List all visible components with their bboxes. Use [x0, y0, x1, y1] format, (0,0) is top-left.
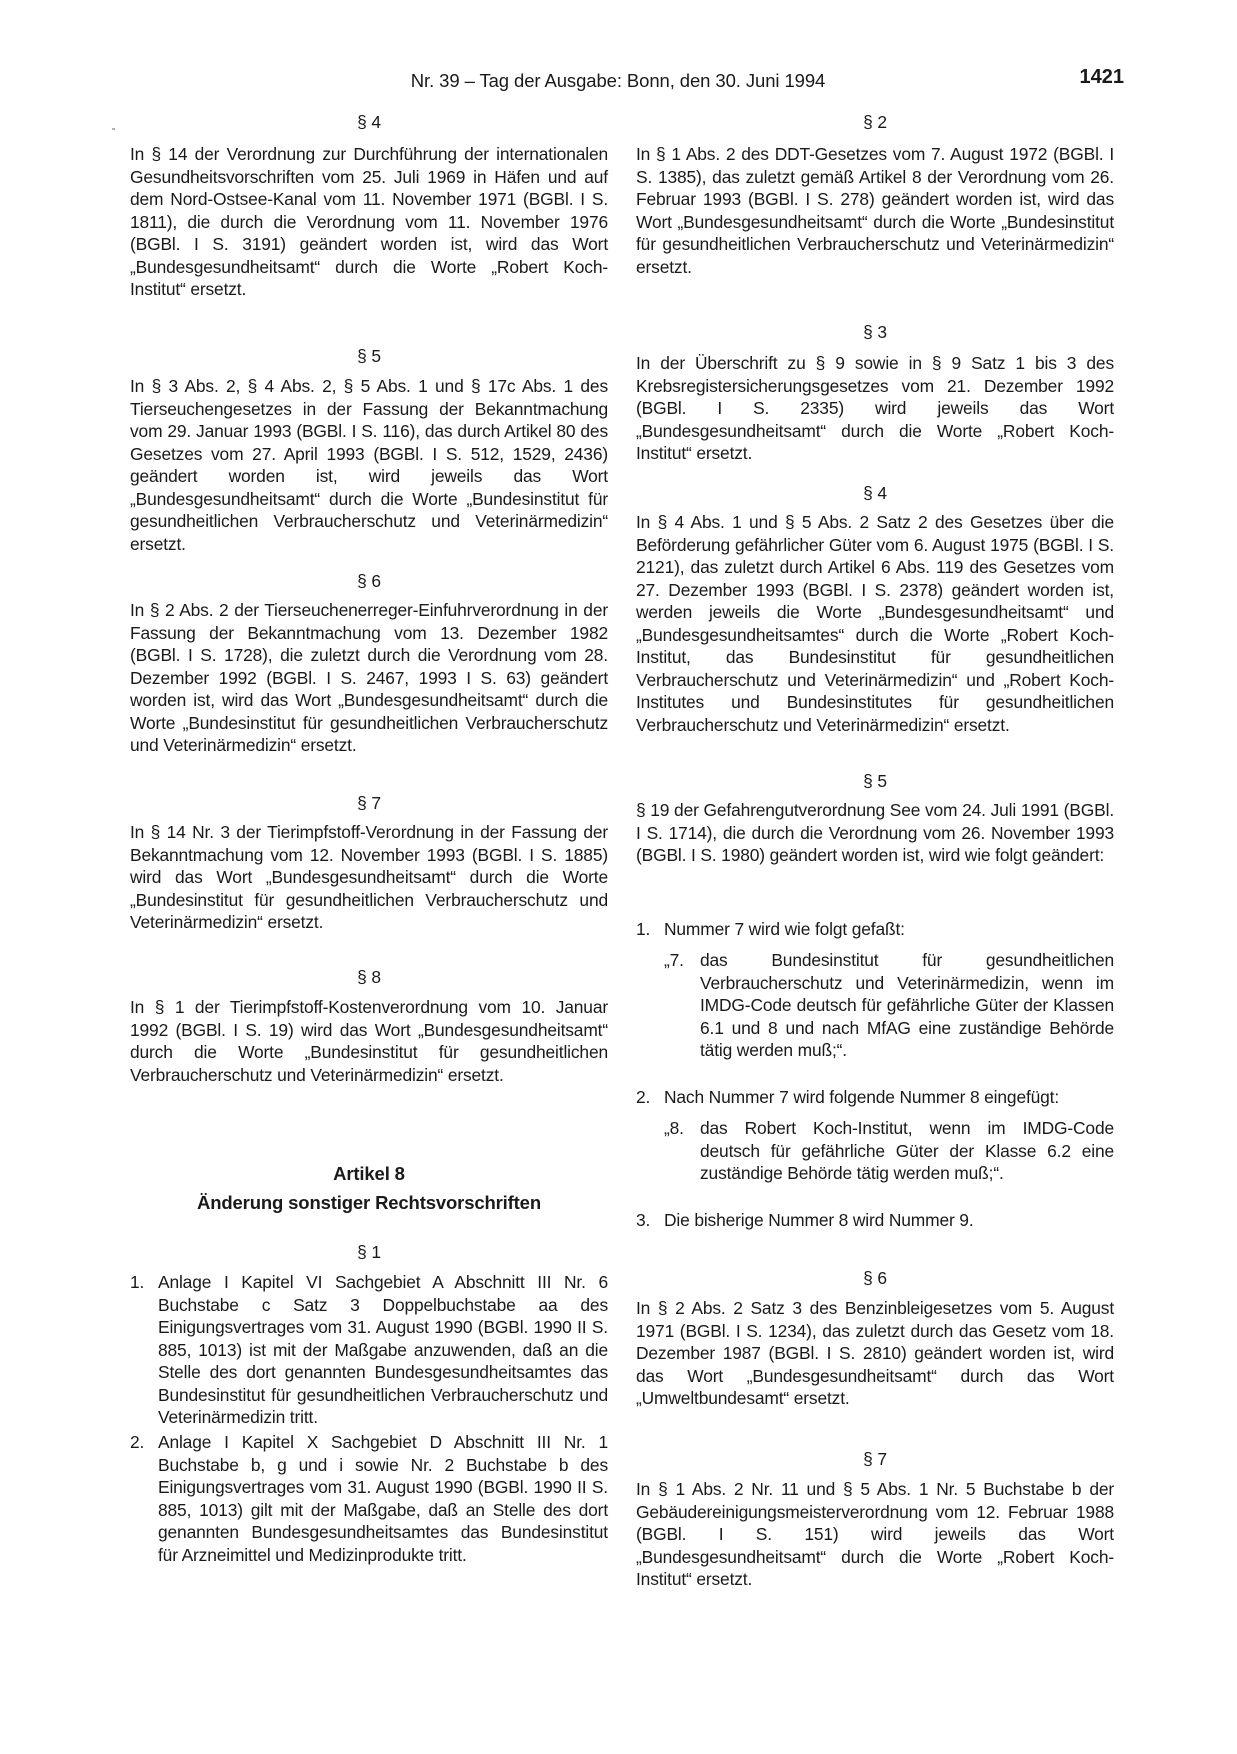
section-paragraph: In § 1 Abs. 2 Nr. 11 und § 5 Abs. 1 Nr. 5 Buchstabe b der Gebäudereinigungsmeisterverordnung vom 12. Februar 1988 (BGBl. I S. 151) wird jeweils das Wort „Bundesgesundheitsamt“ durch die Worte „Robert Koch-Institut“ ersetzt.: [636, 1479, 1114, 1589]
quoted-item-number: „7.: [664, 950, 684, 970]
list-item-text: Nummer 7 wird wie folgt gefaßt:: [664, 919, 905, 939]
list-item-text: Die bisherige Nummer 8 wird Nummer 9.: [664, 1210, 974, 1230]
section-title: § 3: [863, 322, 887, 342]
section-title: § 5: [357, 346, 381, 366]
quoted-item-number: „8.: [664, 1118, 684, 1138]
margin-mark: [112, 128, 115, 130]
list-item-number: 2.: [636, 1087, 651, 1107]
section-title: § 1: [357, 1242, 381, 1262]
list-item-number: 3.: [636, 1210, 651, 1230]
section-paragraph: In § 4 Abs. 1 und § 5 Abs. 2 Satz 2 des Gesetzes über die Beförderung gefährlicher Güter vom 6. August 1975 (BGBl. I S. 2121), das zuletzt durch Artikel 6 Abs. 119 des Gesetzes vom 27. Dezember 1993 (BGBl. I S. 2378) geändert worden ist, werden jeweils die Worte „Bundesgesundheitsamt“ und „Bundesgesundheitsamtes“ durch die Worte „Robert Koch-Institut, das Bundesinstitut für gesundheitlichen Verbraucherschutz und Veterinärmedizin“ und „Robert Koch-Institutes und Bundesinstitutes für gesundheitlichen Verbraucherschutz und Veterinärmedizin“ ersetzt.: [636, 512, 1114, 735]
section-title: § 6: [357, 571, 381, 591]
section-paragraph: In § 2 Abs. 2 der Tierseuchenerreger-Einfuhrverordnung in der Fassung der Bekanntmachung vom 13. Dezember 1982 (BGBl. I S. 1728), die zuletzt durch die Verordnung vom 28. Dezember 1992 (BGBl. I S. 2467, 1993 I S. 63) geändert worden ist, wird das Wort „Bundesgesundheitsamt“ durch die Worte „Bundesinstitut für gesundheitlichen Verbraucherschutz und Veterinärmedizin“ ersetzt.: [130, 600, 608, 755]
section-title: § 8: [357, 967, 381, 987]
section-paragraph: In § 1 Abs. 2 des DDT-Gesetzes vom 7. August 1972 (BGBl. I S. 1385), das zuletzt gemäß Artikel 8 der Verordnung vom 26. Februar 1993 (BGBl. I S. 278) geändert worden ist, wird das Wort „Bundesgesundheitsamt“ durch die Worte „Bundesinstitut für gesundheitlichen Verbraucherschutz und Veterinärmedizin“ ersetzt.: [636, 144, 1114, 277]
section-title: § 4: [863, 483, 887, 503]
section-title: § 6: [863, 1268, 887, 1288]
section-paragraph: In der Überschrift zu § 9 sowie in § 9 Satz 1 bis 3 des Krebsregistersicherungsgesetzes vom 21. Dezember 1992 (BGBl. I S. 2335) wird jeweils das Wort „Bundesgesundheitsamt“ durch die Worte „Robert Koch-Institut“ ersetzt.: [636, 353, 1114, 463]
section-paragraph: In § 14 Nr. 3 der Tierimpfstoff-Verordnung in der Fassung der Bekanntmachung vom 12. November 1993 (BGBl. I S. 1885) wird das Wort „Bundesgesundheitsamt“ durch die Worte „Bundesinstitut für gesundheitlichen Verbraucherschutz und Veterinärmedizin“ ersetzt.: [130, 822, 608, 932]
list-item-text: Anlage I Kapitel VI Sachgebiet A Abschnitt III Nr. 6 Buchstabe c Satz 3 Doppelbuchstabe aa des Einigungsvertrages vom 31. August 1990 (BGBl. 1990 II S. 885, 1013) ist mit der Maßgabe anzuwenden, daß an die Stelle des dort genannten Bundesgesundheitsamtes das Bundesinstitut für gesundheitlichen Verbraucherschutz und Veterinärmedizin tritt.: [158, 1272, 608, 1427]
list-item-number: 1.: [636, 919, 651, 939]
list-item-text: Nach Nummer 7 wird folgende Nummer 8 eingefügt:: [664, 1087, 1060, 1107]
section-paragraph: In § 2 Abs. 2 Satz 3 des Benzinbleigesetzes vom 5. August 1971 (BGBl. I S. 1234), das zuletzt durch das Gesetz vom 18. Dezember 1987 (BGBl. I S. 2810) geändert worden ist, wird das Wort „Bundesgesundheitsamt“ durch das Wort „Umweltbundesamt“ ersetzt.: [636, 1298, 1114, 1408]
section-title: § 5: [863, 771, 887, 791]
quoted-item-text: das Robert Koch-Institut, wenn im IMDG-Code deutsch für gefährliche Güter der Klasse 6.2 eine zuständige Behörde tätig werden muß;“.: [700, 1118, 1114, 1183]
section-title: § 7: [863, 1449, 887, 1469]
list-item-number: 2.: [130, 1432, 145, 1452]
section-paragraph: In § 1 der Tierimpfstoff-Kostenverordnung vom 10. Januar 1992 (BGBl. I S. 19) wird das Wort „Bundesgesundheitsamt“ durch die Worte „Bundesinstitut für gesundheitlichen Verbraucherschutz und Veterinärmedizin“ ersetzt.: [130, 997, 608, 1085]
article-title: Artikel 8: [333, 1163, 405, 1184]
list-item-text: Anlage I Kapitel X Sachgebiet D Abschnitt III Nr. 1 Buchstabe b, g und i sowie Nr. 2 Buchstabe b des Einigungsvertrages vom 31. August 1990 (BGBl. 1990 II S. 885, 1013) gilt mit der Maßgabe, daß an Stelle des dort genannten Bundesgesundheitsamtes das Bundesinstitut für Arzneimittel und Medizinprodukte tritt.: [158, 1432, 608, 1565]
running-header: Nr. 39 – Tag der Ausgabe: Bonn, den 30. Juni 1994: [410, 70, 826, 91]
section-title: § 2: [863, 112, 887, 132]
quoted-item-text: das Bundesinstitut für gesundheitlichen Verbraucherschutz und Veterinärmedizin, wenn im IMDG-Code deutsch für gefährliche Güter der Klassen 6.1 und 8 und nach MfAG eine zuständige Behörde tätig werden muß;“.: [700, 950, 1114, 1060]
page-number: 1421: [1079, 66, 1124, 88]
section-paragraph: § 19 der Gefahrengutverordnung See vom 24. Juli 1991 (BGBl. I S. 1714), die durch die Verordnung vom 26. November 1993 (BGBl. I S. 1980) geändert worden ist, wird wie folgt geändert:: [636, 800, 1114, 865]
section-paragraph: In § 3 Abs. 2, § 4 Abs. 2, § 5 Abs. 1 und § 17c Abs. 1 des Tierseuchengesetzes in der Fassung der Bekanntmachung vom 29. Januar 1993 (BGBl. I S. 116), das durch Artikel 80 des Gesetzes vom 27. April 1993 (BGBl. I S. 512, 1529, 2436) geändert worden ist, wird jeweils das Wort „Bundesgesundheitsamt“ durch die Worte „Bundesinstitut für gesundheitlichen Verbraucherschutz und Veterinärmedizin“ ersetzt.: [130, 376, 608, 554]
section-title: § 7: [357, 793, 381, 813]
section-title: § 4: [357, 112, 381, 132]
section-paragraph: In § 14 der Verordnung zur Durchführung der internationalen Gesundheitsvorschriften vom 25. Juli 1969 in Häfen und auf dem Nord-Ostsee-Kanal vom 11. November 1971 (BGBl. I S. 1811), die durch die Verordnung vom 11. November 1976 (BGBl. I S. 3191) geändert worden ist, wird das Wort „Bundesgesundheitsamt“ durch die Worte „Robert Koch-Institut“ ersetzt.: [130, 144, 608, 299]
article-subtitle: Änderung sonstiger Rechtsvorschriften: [197, 1192, 541, 1213]
list-item-number: 1.: [130, 1272, 145, 1292]
